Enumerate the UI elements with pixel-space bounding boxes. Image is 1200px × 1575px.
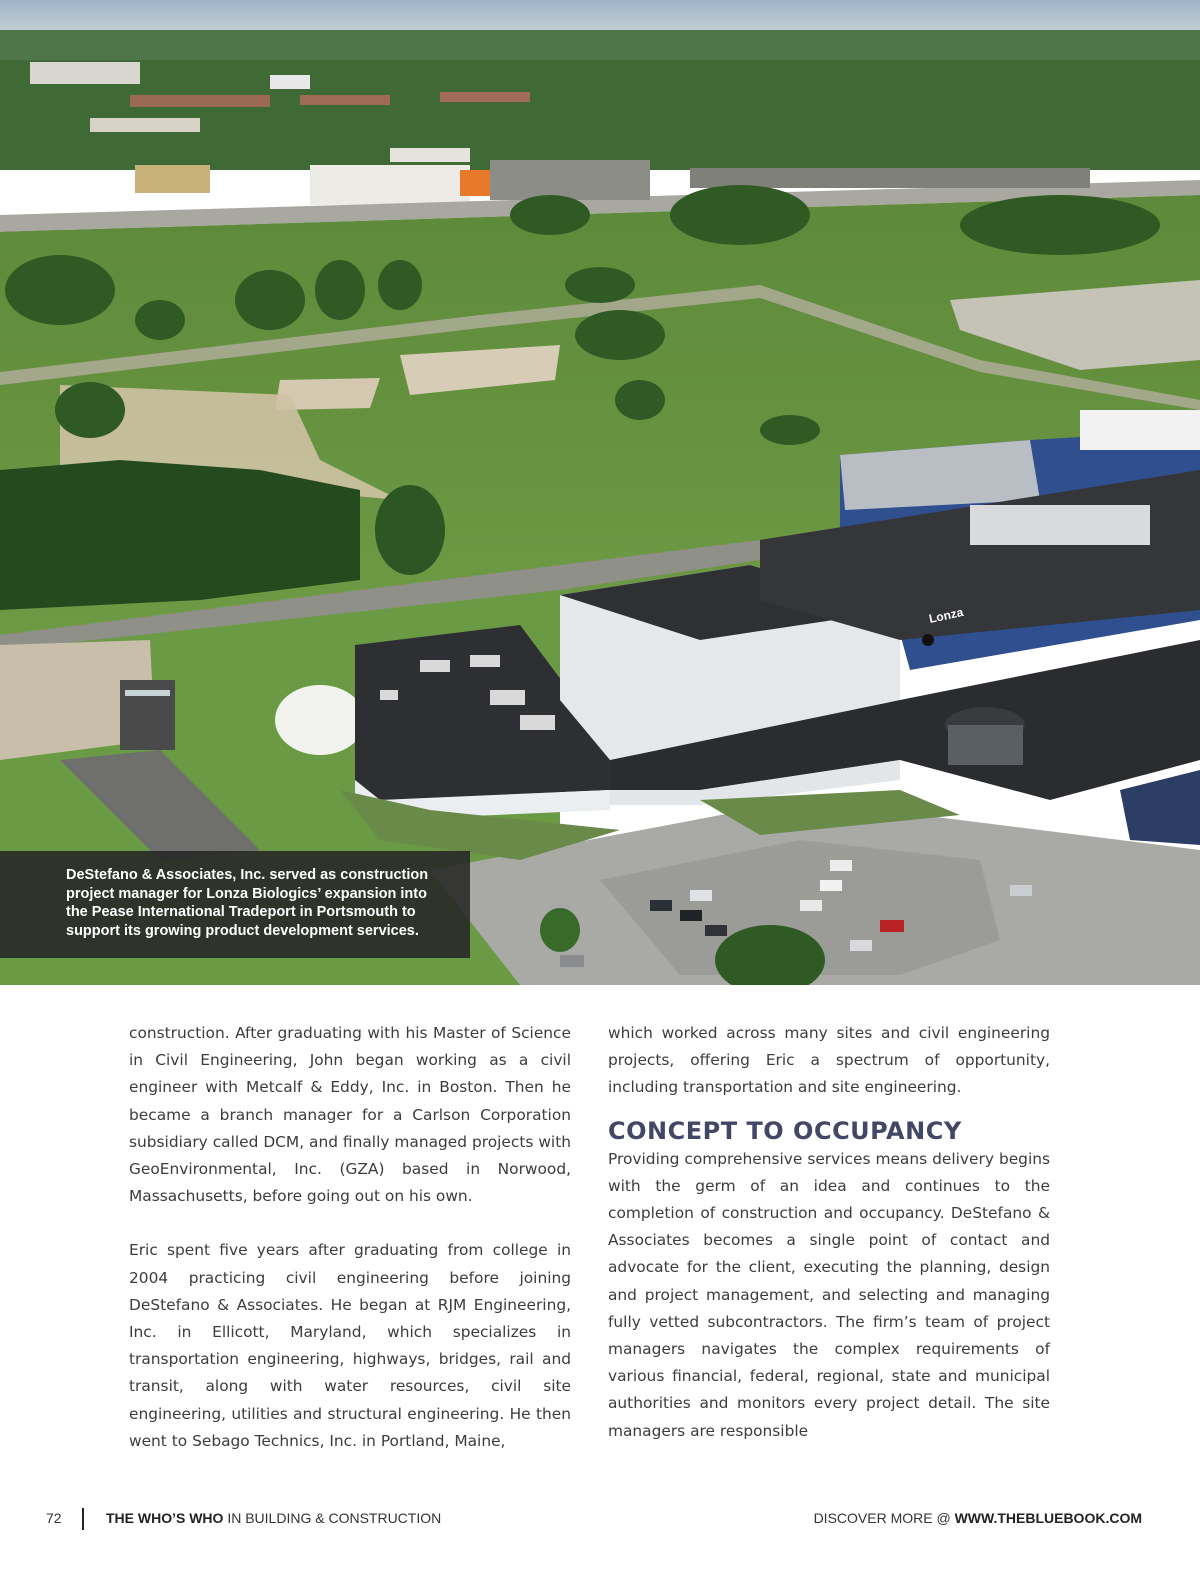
page-footer xyxy=(0,1504,1200,1534)
publication-title-rest: IN BUILDING & CONSTRUCTION xyxy=(223,1510,442,1526)
photo-caption-text: DeStefano & Associates, Inc. served as construction project manager for Lonza Biologics’ expansion into the Pease International Tradeport in Portsmouth to support its growing product development services. xyxy=(66,867,429,939)
discover-more xyxy=(814,1510,1142,1526)
lonza-sign: Lonza xyxy=(927,605,965,626)
right-column xyxy=(608,1020,1050,1445)
footer-divider xyxy=(82,1508,84,1530)
publication-title xyxy=(106,1510,441,1526)
publication-title-bold: THE WHO’S WHO xyxy=(106,1510,224,1526)
left-column xyxy=(129,1020,571,1455)
right-paragraph-2: Providing comprehensive services means delivery begins with the germ of an idea and continues to the completion of construction and occupancy. DeStefano & Associates becomes a single point of contact and advocate for the client, executing the planning, design and project management, and selecting and managing fully vetted subcontractors. The firm’s team of project managers navigates the complex requirements of various financial, federal, regional, state and municipal authorities and monitors every project detail. The site managers are responsible xyxy=(608,1149,1050,1440)
left-paragraph-1: construction. After graduating with his Master of Science in Civil Engineering, John began working as a civil engineer with Metcalf & Eddy, Inc. in Boston. Then he became a branch manager for a Carlson Corporation subsidiary called DCM, and finally managed projects with GeoEnvironmental, Inc. (GZA) based in Norwood, Massachusetts, before going out on his own. xyxy=(129,1024,571,1206)
photo-caption xyxy=(0,851,470,958)
left-paragraph-2: Eric spent five years after graduating from college in 2004 practicing civil engineering before joining DeStefano & Associates. He began at RJM Engineering, Inc. in Ellicott, Maryland, which specializes in transportation engineering, highways, bridges, rail and transit, along with water resources, civil site engineering, utilities and structural engineering. He then went to Sebago Technics, Inc. in Portland, Maine, xyxy=(129,1241,571,1450)
discover-label: DISCOVER MORE @ xyxy=(813,1510,955,1526)
section-heading: CONCEPT TO OCCUPANCY xyxy=(608,1116,962,1145)
website-link[interactable]: WWW.THEBLUEBOOK.COM xyxy=(954,1510,1142,1526)
page-number: 72 xyxy=(46,1510,62,1526)
right-paragraph-1: which worked across many sites and civil engineering projects, offering Eric a spectrum of opportunity, including transportation and site engineering. xyxy=(608,1024,1050,1097)
